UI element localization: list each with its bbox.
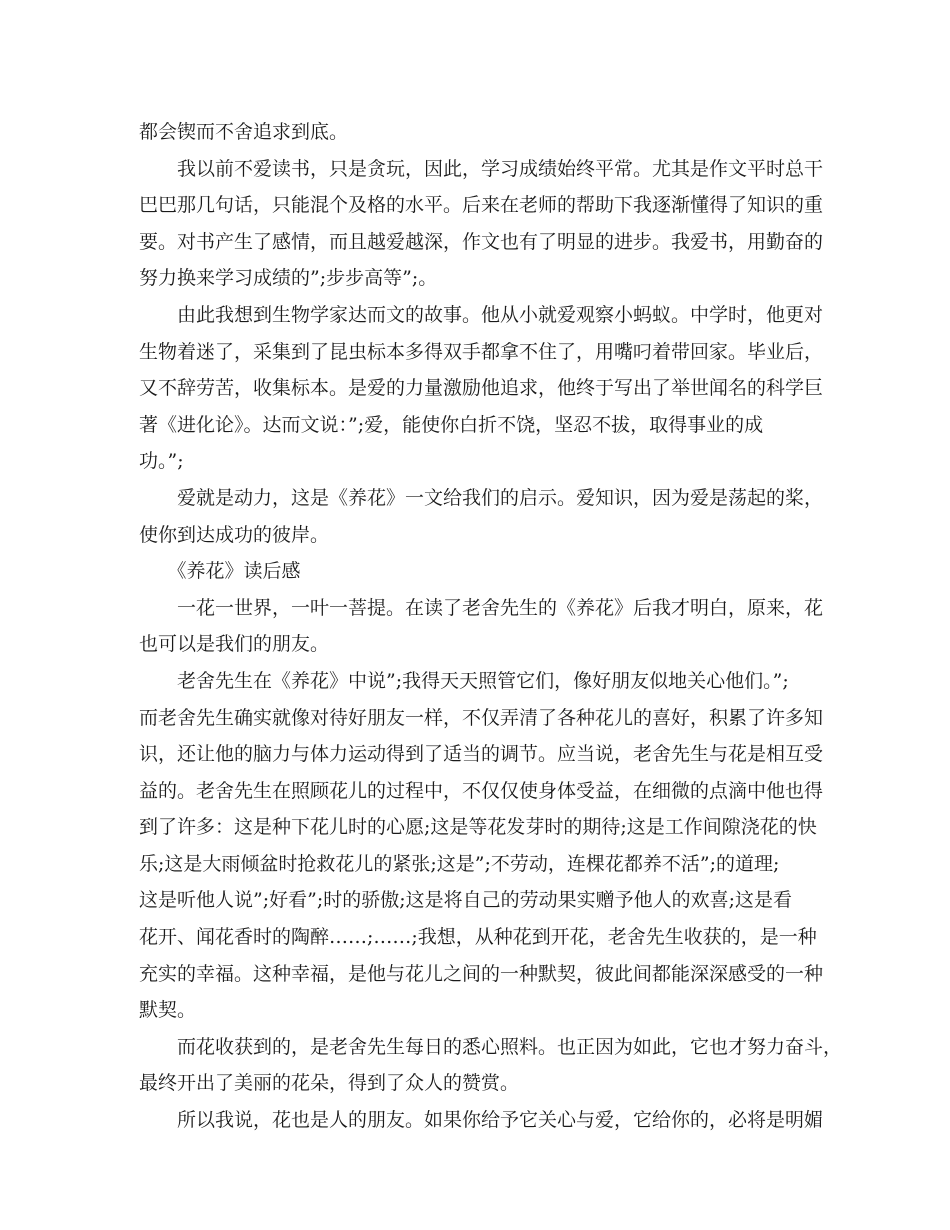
text-line: 我以前不爱读书，只是贪玩，因此，学习成绩始终平常。尤其是作文平时总干 <box>139 157 824 180</box>
text-line: 默契。 <box>139 999 197 1022</box>
text-line: 使你到达成功的彼岸。 <box>139 523 330 546</box>
text-line: 都会锲而不舍追求到底。 <box>139 121 349 143</box>
text-line: 老舍先生在《养花》中说”;我得天天照管它们，像好朋友似地关心他们。”; <box>139 669 789 692</box>
text-line: 一花一世界，一叶一菩提。在读了老舍先生的《养花》后我才明白，原来，花 <box>139 596 824 619</box>
text-line: 益的。老舍先生在照顾花儿的过程中，不仅仅使身体受益，在细微的点滴中他也得 <box>139 779 824 802</box>
text-line: 充实的幸福。这种幸福，是他与花儿之间的一种默契，彼此间都能深深感受的一种 <box>139 962 824 985</box>
text-line: 爱就是动力，这是《养花》一文给我们的启示。爱知识，因为爱是荡起的桨， <box>139 486 824 509</box>
text-line: 著《进化论》。达而文说：”;爱，能使你白折不饶，坚忍不拔，取得事业的成 <box>139 413 764 436</box>
text-line: 最终开出了美丽的花朵，得到了众人的赞赏。 <box>139 1072 520 1095</box>
text-line: 花开、闻花香时的陶醉……;……;我想，从种花到开花，老舍先生收获的，是一种 <box>139 926 817 949</box>
text-line: 也可以是我们的朋友。 <box>139 633 330 656</box>
text-line: 又不辞劳苦，收集标本。是爱的力量激励他追求，他终于写出了举世闻名的科学巨 <box>139 377 824 400</box>
document-body <box>139 114 843 1139</box>
text-line: 识，还让他的脑力与体力运动得到了适当的调节。应当说，老舍先生与花是相互受 <box>139 743 824 766</box>
text-line: 巴巴那几句话，只能混个及格的水平。后来在老师的帮助下我逐渐懂得了知识的重 <box>139 194 824 217</box>
text-line: 要。对书产生了感情，而且越爱越深，作文也有了明显的进步。我爱书，用勤奋的 <box>139 230 824 253</box>
text-line: 乐;这是大雨倾盆时抢救花儿的紧张;这是”;不劳动，连棵花都养不活”;的道理; <box>139 852 780 875</box>
text-line: 到了许多：这是种下花儿时的心愿;这是等花发芽时的期待;这是工作间隙浇花的快 <box>139 816 817 839</box>
text-line: 而花收获到的，是老舍先生每日的悉心照料。也正因为如此，它也才努力奋斗， <box>139 1035 843 1058</box>
text-line: 这是听他人说”;好看”;时的骄傲;这是将自己的劳动果实赠予他人的欢喜;这是看 <box>139 889 793 912</box>
section-heading: 《养花》读后感 <box>139 560 301 583</box>
text-line: 生物着迷了，采集到了昆虫标本多得双手都拿不住了，用嘴叼着带回家。毕业后， <box>139 340 824 363</box>
text-line: 由此我想到生物学家达而文的故事。他从小就爱观察小蚂蚁。中学时，他更对 <box>139 303 824 326</box>
text-line: 而老舍先生确实就像对待好朋友一样，不仅弄清了各种花儿的喜好，积累了许多知 <box>139 706 824 729</box>
text-line: 功。”; <box>139 450 184 473</box>
text-line: 所以我说，花也是人的朋友。如果你给予它关心与爱，它给你的，必将是明媚 <box>139 1109 824 1132</box>
text-line: 努力换来学习成绩的”;步步高等”;。 <box>139 267 438 290</box>
